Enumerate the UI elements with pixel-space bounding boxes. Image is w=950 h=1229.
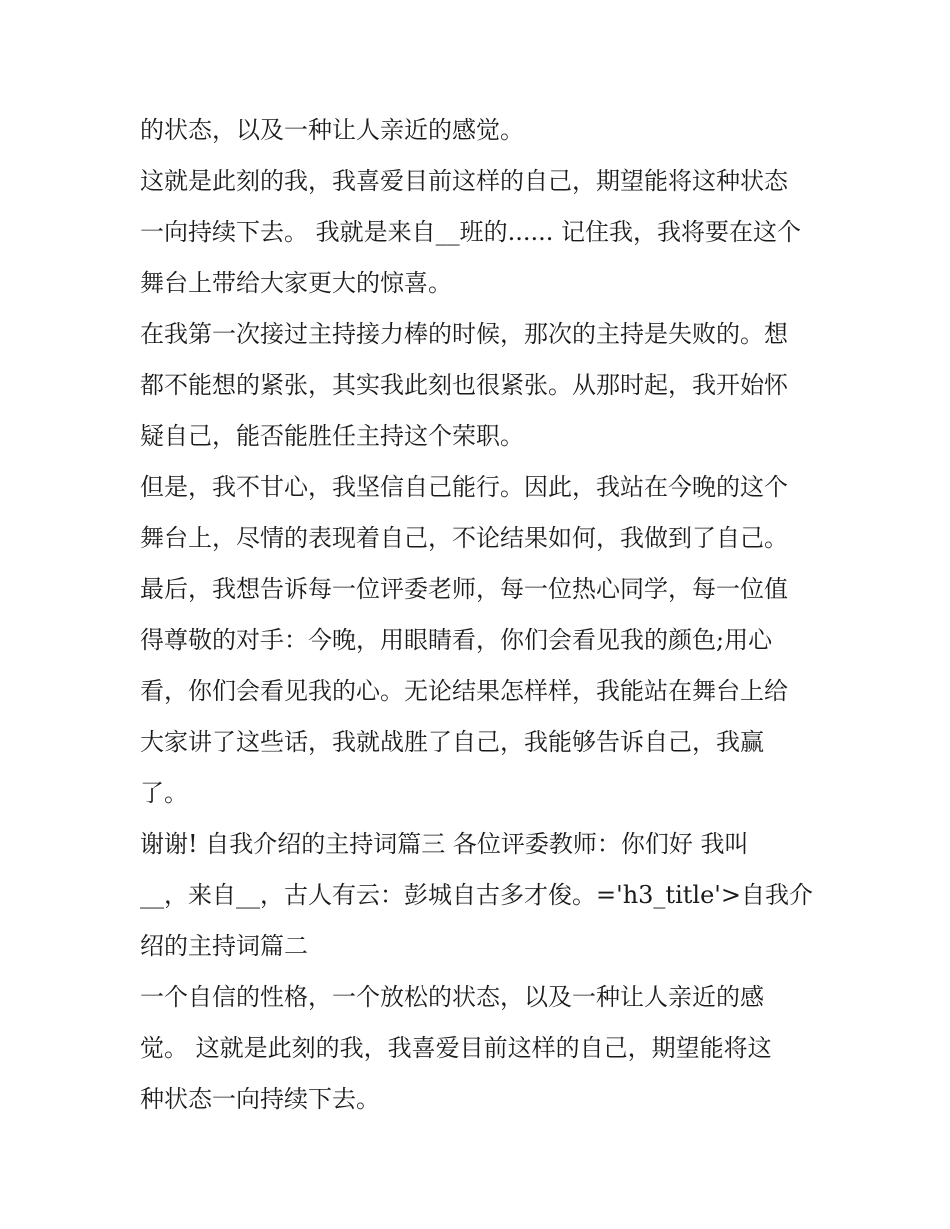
text-line: 觉。 这就是此刻的我，我喜爱目前这样的自己，期望能将这 [140, 1034, 772, 1062]
text-line: 舞台上，尽情的表现着自己，不论结果如何，我做到了自己。 [140, 524, 788, 552]
text-line: 疑自己，能否能胜任主持这个荣职。 [140, 422, 524, 450]
text-line: __，来自__，古人有云：彭城自古多才俊。='h3_title'>自我介 [140, 881, 813, 909]
text-line: 在我第一次接过主持接力棒的时候，那次的主持是失败的。想 [140, 320, 788, 348]
text-line: 绍的主持词篇二 [140, 932, 308, 960]
text-line: 一个自信的性格，一个放松的状态，以及一种让人亲近的感 [140, 983, 764, 1011]
document-page [140, 108, 820, 1128]
text-line: 最后，我想告诉每一位评委老师，每一位热心同学，每一位值 [140, 575, 788, 603]
text-line: 这就是此刻的我，我喜爱目前这样的自己，期望能将这种状态 [140, 167, 788, 195]
text-line: 种状态一向持续下去。 [140, 1085, 380, 1113]
text-line: 的状态，以及一种让人亲近的感觉。 [140, 116, 524, 144]
text-line: 得尊敬的对手：今晚，用眼睛看，你们会看见我的颜色;用心 [140, 626, 773, 654]
text-line: 但是，我不甘心，我坚信自己能行。因此，我站在今晚的这个 [140, 473, 788, 501]
text-line: 大家讲了这些话，我就战胜了自己，我能够告诉自己，我赢 [140, 728, 764, 756]
text-line: 都不能想的紧张，其实我此刻也很紧张。从那时起，我开始怀 [140, 371, 788, 399]
text-line: 舞台上带给大家更大的惊喜。 [140, 269, 452, 297]
text-line: 一向持续下去。 我就是来自__班的...... 记住我，我将要在这个 [140, 218, 802, 246]
text-line: 谢谢! 自我介绍的主持词篇三 各位评委教师：你们好 我叫 [140, 830, 749, 858]
text-line: 了。 [140, 779, 188, 807]
text-line: 看，你们会看见我的心。无论结果怎样样，我能站在舞台上给 [140, 677, 788, 705]
